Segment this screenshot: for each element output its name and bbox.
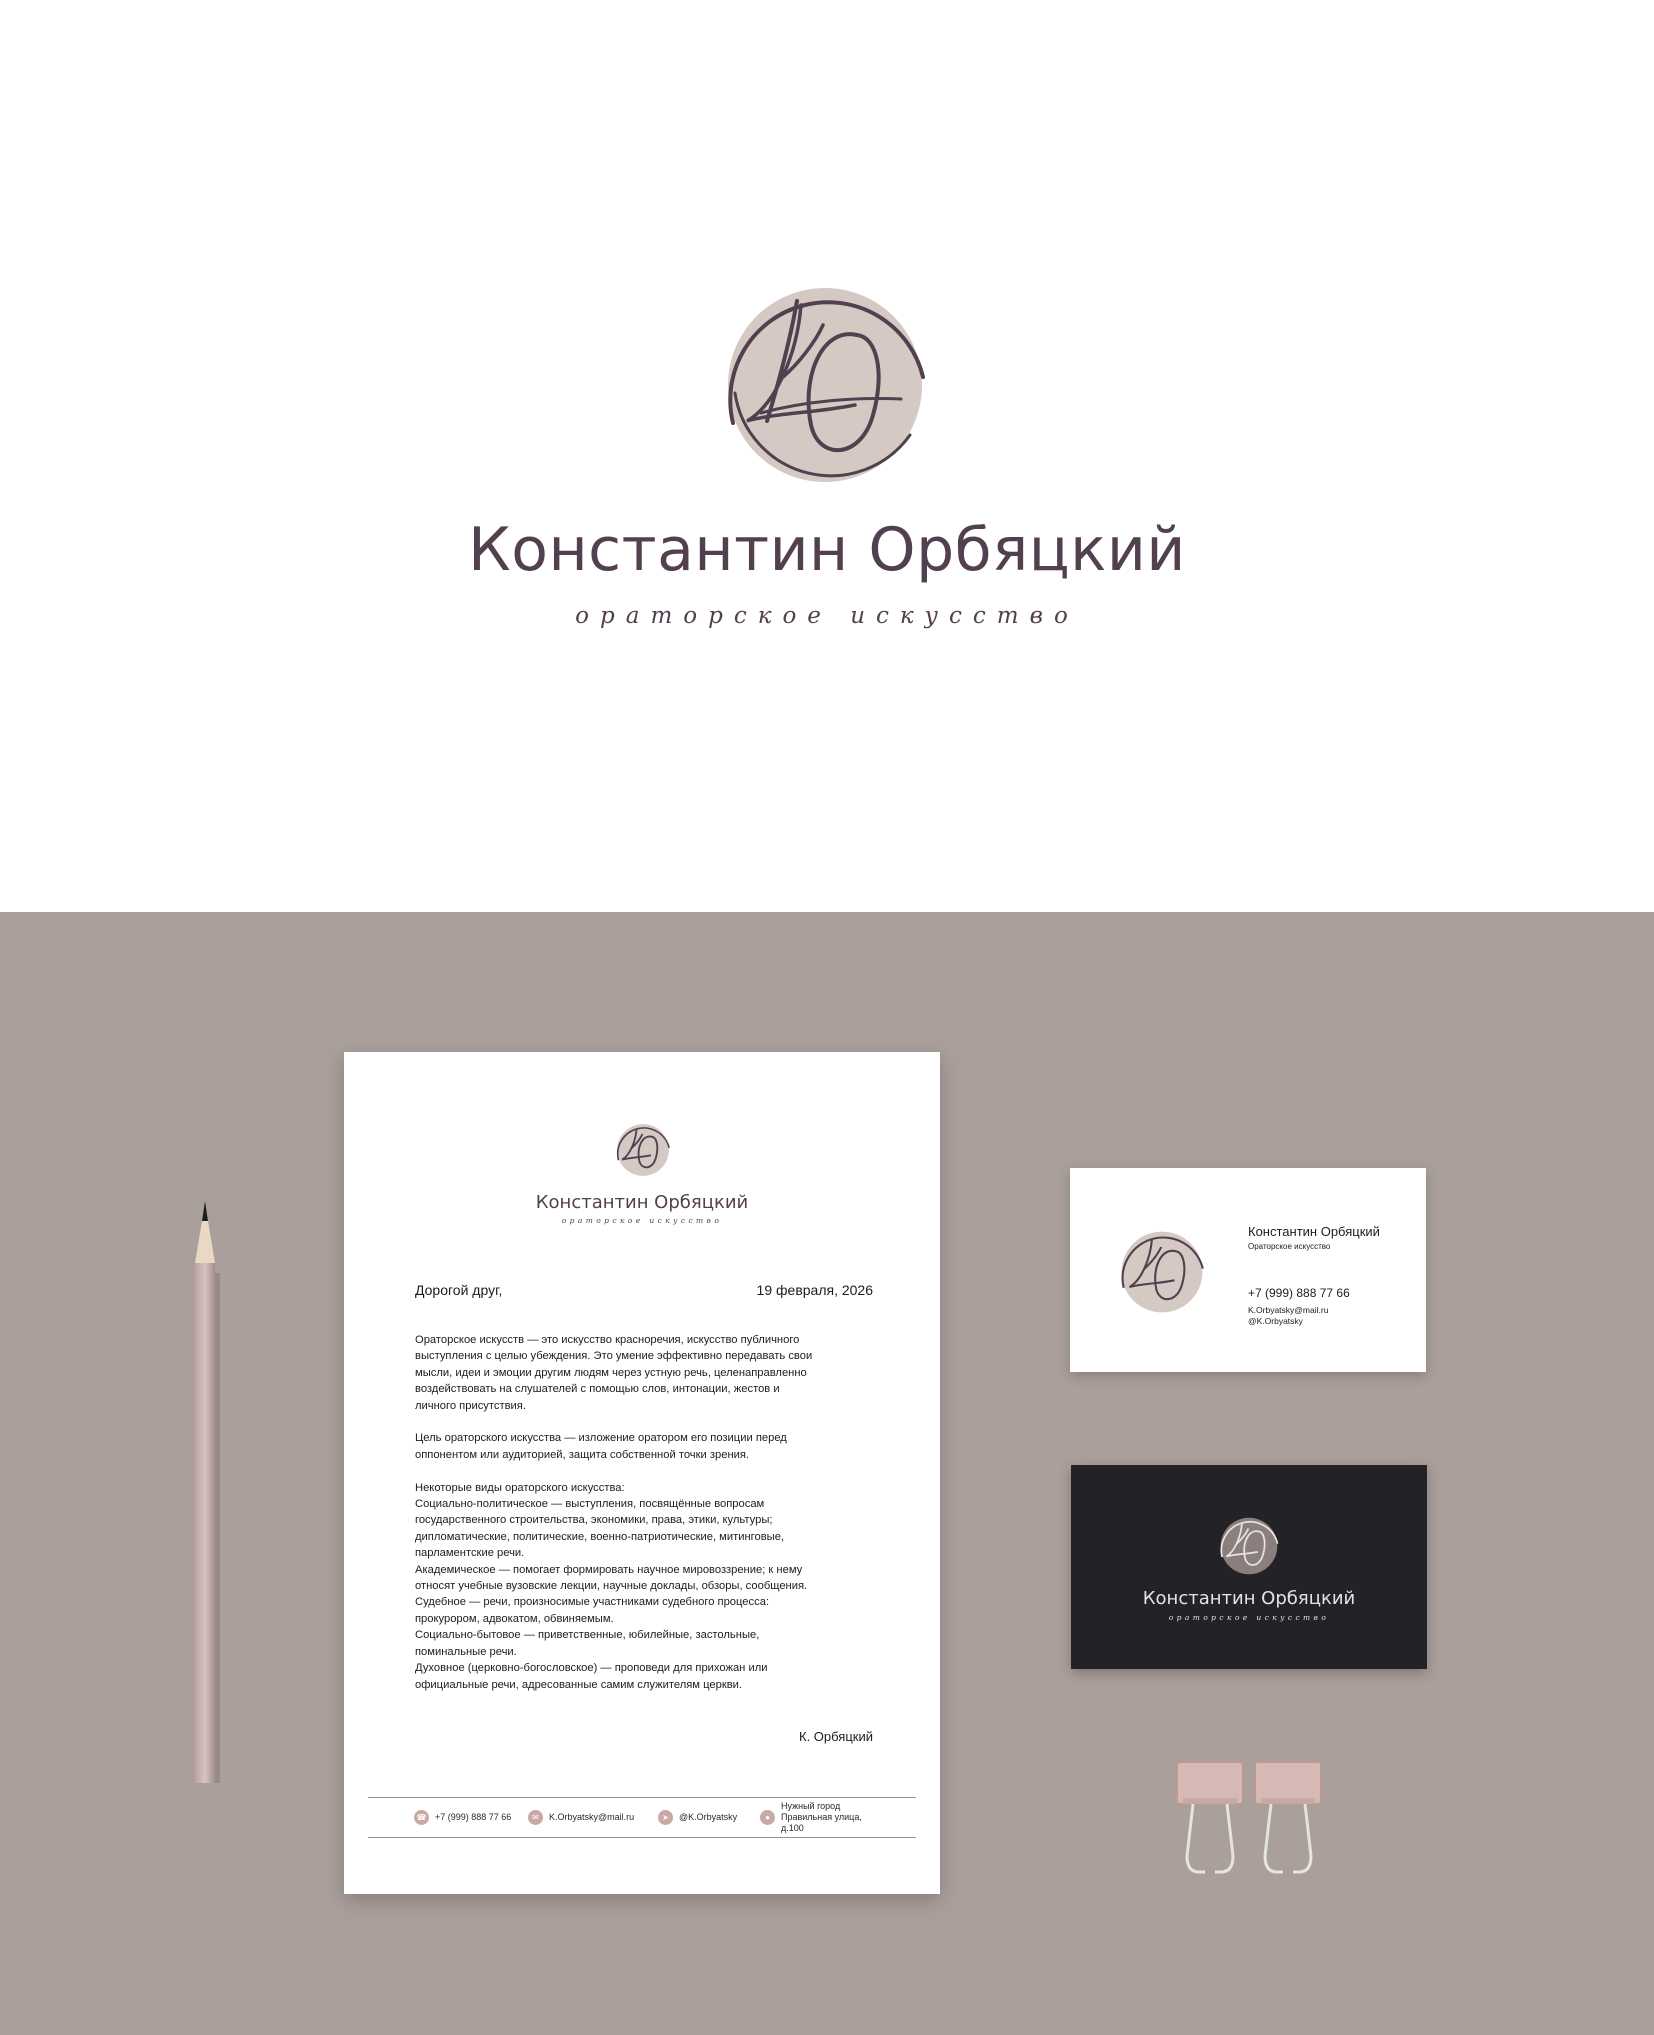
letter-paragraph	[415, 1430, 885, 1463]
binder-clip	[1253, 1760, 1323, 1876]
footer-email-text: K.Orbyatsky@mail.ru	[549, 1812, 635, 1822]
letter-body	[415, 1332, 885, 1709]
brand-tagline: ораторское искусство	[575, 603, 1079, 629]
text-line: дипломатические, политические, военно-патриотические, митинговые,	[415, 1530, 785, 1543]
card-phone: +7 (999) 888 77 66	[1248, 1286, 1350, 1300]
letter-footer-contacts	[414, 1800, 884, 1833]
text-line: прокурором, адвокатом, обвиняемым.	[415, 1612, 614, 1625]
letterhead-brand-name: Константин Орбяцкий	[535, 1192, 749, 1213]
footer-telegram	[658, 1804, 737, 1830]
card-name: Константин Орбяцкий	[1248, 1224, 1380, 1239]
mail-icon: ✉	[528, 1810, 543, 1825]
footer-address-line2: Правильная улица, д.100	[781, 1811, 862, 1833]
text-line: воздействовать на слушателей с помощью слов, интонации, жестов и	[415, 1383, 780, 1396]
text-line: Некоторые виды ораторского искусства:	[415, 1481, 625, 1494]
text-line: Судебное — речи, произносимые участниками судебного процесса:	[415, 1596, 770, 1609]
business-card-front	[1070, 1168, 1426, 1372]
text-line: поминальные речи.	[415, 1645, 517, 1658]
text-line: Духовное (церковно-богословское) — проповеди для прихожан или	[415, 1662, 768, 1675]
letter-signature: К. Орбяцкий	[799, 1729, 873, 1744]
location-icon: ●	[760, 1810, 775, 1825]
footer-email	[528, 1804, 634, 1830]
text-line: государственного строительства, экономики, права, этики, культуры;	[415, 1514, 773, 1527]
binder-clip	[1175, 1760, 1245, 1876]
telegram-icon: ➤	[658, 1810, 673, 1825]
text-line: относят учебные вузовские лекции, научные доклады, обзоры, сообщения.	[415, 1580, 808, 1593]
brand-name: Константин Орбяцкий	[468, 515, 1186, 585]
footer-address-line1: Нужный город	[781, 1800, 841, 1811]
letter-greeting: Дорогой друг,	[415, 1282, 503, 1298]
card-telegram: @K.Orbyatsky	[1248, 1316, 1303, 1326]
footer-divider	[368, 1797, 916, 1798]
text-line: Ораторское искусств — это искусство красноречия, искусство публичного	[415, 1334, 800, 1346]
letter-paragraph	[415, 1332, 885, 1414]
card-subtitle: Ораторское искусство	[1248, 1242, 1331, 1251]
monogram-emblem	[611, 1118, 675, 1182]
footer-telegram-text: @K.Orbyatsky	[679, 1812, 738, 1822]
text-line: официальные речи, адресованные самим служителям церкви.	[415, 1678, 743, 1691]
footer-address	[760, 1800, 884, 1833]
text-line: оппонентом или аудиторией, защита собственной точки зрения.	[415, 1448, 750, 1461]
footer-divider	[368, 1837, 916, 1838]
card-email: K.Orbyatsky@mail.ru	[1248, 1305, 1329, 1315]
text-line: мысли, идеи и эмоции другим людям через устную речь, целенаправленно	[415, 1366, 807, 1379]
text-line: Академическое — помогает формировать научное мировоззрение; к нему	[415, 1563, 803, 1576]
text-line: Социально-политическое — выступления, посвящённые вопросам	[415, 1498, 765, 1511]
text-line: личного присутствия.	[415, 1399, 526, 1412]
text-line: парламентские речи.	[415, 1547, 525, 1560]
business-card-back	[1071, 1465, 1427, 1669]
footer-phone-text: +7 (999) 888 77 66	[435, 1812, 512, 1822]
phone-icon: ☎	[414, 1810, 429, 1825]
letter-date: 19 февраля, 2026	[756, 1282, 873, 1298]
monogram-emblem	[1214, 1511, 1284, 1581]
card-back-tagline: ораторское искусство	[1168, 1613, 1330, 1622]
card-back-brand-name: Константин Орбяцкий	[1142, 1588, 1356, 1609]
footer-address-block	[781, 1801, 884, 1834]
logo-presentation-area	[0, 0, 1654, 912]
monogram-emblem	[705, 265, 945, 505]
text-line: выступления с целью убеждения. Это умение эффективно передавать свои	[415, 1350, 813, 1363]
monogram-emblem	[1112, 1222, 1212, 1322]
letterhead-brand-tagline: ораторское искусство	[561, 1216, 723, 1225]
text-line: Цель ораторского искусства — изложение оратором его позиции перед	[415, 1432, 787, 1445]
footer-phone	[414, 1804, 511, 1830]
letter-paragraph	[415, 1480, 885, 1693]
text-line: Социально-бытовое — приветственные, юбилейные, застольные,	[415, 1629, 760, 1642]
letterhead-page	[344, 1052, 940, 1894]
pencil-illustration	[192, 1183, 222, 1783]
